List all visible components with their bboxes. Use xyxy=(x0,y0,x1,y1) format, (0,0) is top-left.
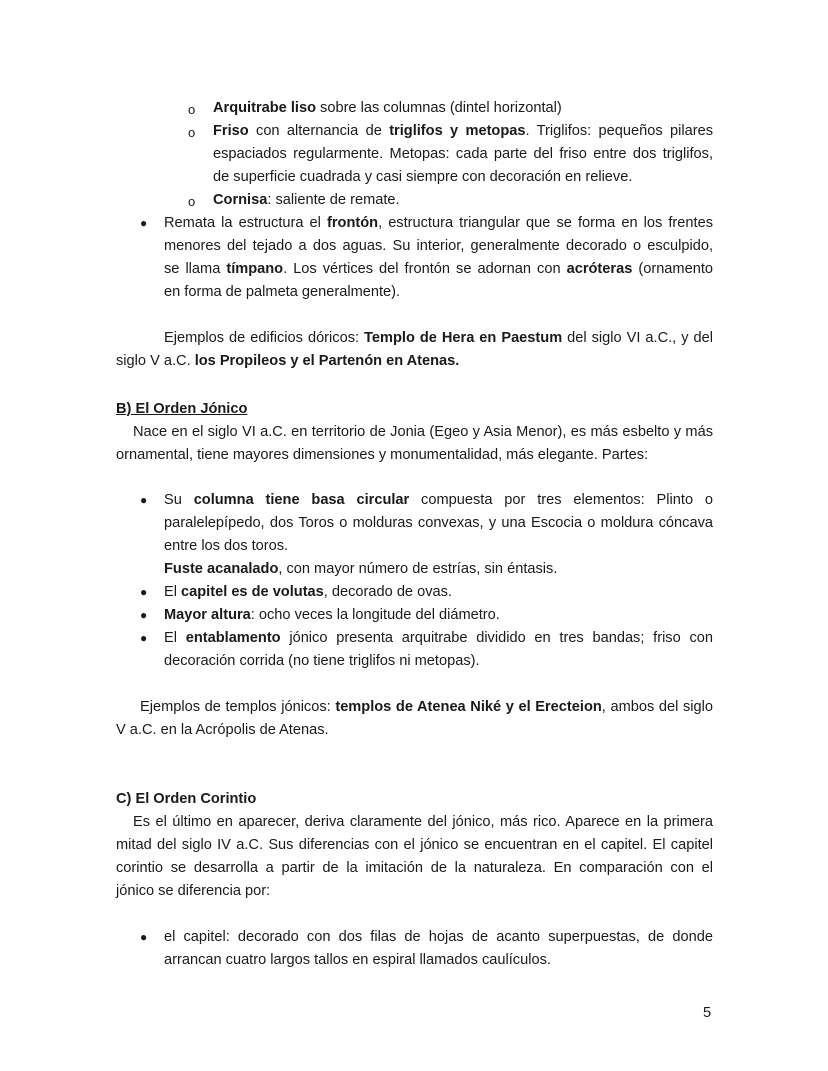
frieze-line-1: Friso con alternancia de triglifos y metopas. Triglifos: pequeños pilares xyxy=(213,123,713,139)
doric-examples-line-2: siglo V a.C. los Propileos y el Partenón en Atenas. xyxy=(116,353,460,369)
architrave-item: Arquitrabe liso sobre las columnas (dintel horizontal) xyxy=(213,100,562,116)
bullet: ● xyxy=(140,631,148,645)
ionic-column-line-1: Su columna tiene basa circular compuesta por tres elementos: Plinto o xyxy=(164,492,713,508)
ionic-column-line-3: entre los dos toros. xyxy=(164,538,289,554)
ionic-shaft-line: Fuste acanalado, con mayor número de estrías, sin éntasis. xyxy=(164,561,558,577)
sub-bullet: o xyxy=(188,194,196,209)
ionic-entablature-line-2: decoración corrida (no tiene triglifos ni metopas). xyxy=(164,653,480,669)
corinthian-intro-line-3: corintio se desarrolla a partir de la imitación de la naturaleza. En comparación con el xyxy=(116,860,713,876)
corinthian-intro-line-2: mitad del siglo IV a.C. Sus diferencias con el jónico se encuentran en el capitel. El capitel xyxy=(116,837,713,853)
pediment-line-2: menores del tejado a dos aguas. Su interior, generalmente decorado o esculpido, xyxy=(164,238,713,254)
ionic-intro-line-2: ornamental, tiene mayores dimensiones y monumentalidad, más elegante. Partes: xyxy=(116,447,649,463)
corinthian-heading: C) El Orden Corintio xyxy=(116,791,257,807)
bullet: ● xyxy=(140,585,148,599)
ionic-capital-item: El capitel es de volutas, decorado de ovas. xyxy=(164,584,452,600)
sub-bullet: o xyxy=(188,102,196,117)
corinthian-capital-line-2: arrancan cuatro largos tallos en espiral llamados caulículos. xyxy=(164,952,551,968)
pediment-line-1: Remata la estructura el frontón, estructura triangular que se forma en los frentes xyxy=(164,215,713,231)
ionic-heading: B) El Orden Jónico xyxy=(116,401,248,417)
ionic-examples-line-1: Ejemplos de templos jónicos: templos de Atenea Niké y el Erecteion, ambos del siglo xyxy=(140,699,713,715)
corinthian-intro-line-4: jónico se diferencia por: xyxy=(116,883,271,899)
corinthian-capital-line-1: el capitel: decorado con dos filas de hojas de acanto superpuestas, de donde xyxy=(164,929,713,945)
bullet: ● xyxy=(140,216,148,230)
corinthian-intro-line-1: Es el último en aparecer, deriva claramente del jónico, más rico. Aparece en la primera xyxy=(133,814,713,830)
ionic-entablature-line-1: El entablamento jónico presenta arquitrabe dividido en tres bandas; friso con xyxy=(164,630,713,646)
ionic-height-item: Mayor altura: ocho veces la longitude del diámetro. xyxy=(164,607,500,623)
pediment-line-4: en forma de palmeta generalmente). xyxy=(164,284,401,300)
bullet: ● xyxy=(140,930,148,944)
cornice-item: Cornisa: saliente de remate. xyxy=(213,192,400,208)
bullet: ● xyxy=(140,608,148,622)
ionic-column-line-2: paralelepípedo, dos Toros o molduras convexas, y una Escocia o moldura cóncava xyxy=(164,515,713,531)
frieze-line-2: espaciados regularmente. Metopas: cada parte del friso entre dos triglifos, xyxy=(213,146,713,162)
frieze-line-3: de superficie cuadrada y casi siempre con decoración en relieve. xyxy=(213,169,633,185)
bullet: ● xyxy=(140,493,148,507)
page-number: 5 xyxy=(703,1005,712,1021)
doric-examples-line-1: Ejemplos de edificios dóricos: Templo de Hera en Paestum del siglo VI a.C., y del xyxy=(164,330,713,346)
ionic-examples-line-2: V a.C. en la Acrópolis de Atenas. xyxy=(116,722,329,738)
ionic-intro-line-1: Nace en el siglo VI a.C. en territorio de Jonia (Egeo y Asia Menor), es más esbelto y más xyxy=(133,424,713,440)
sub-bullet: o xyxy=(188,125,196,140)
pediment-line-3: se llama tímpano. Los vértices del frontón se adornan con acróteras (ornamento xyxy=(164,261,713,277)
